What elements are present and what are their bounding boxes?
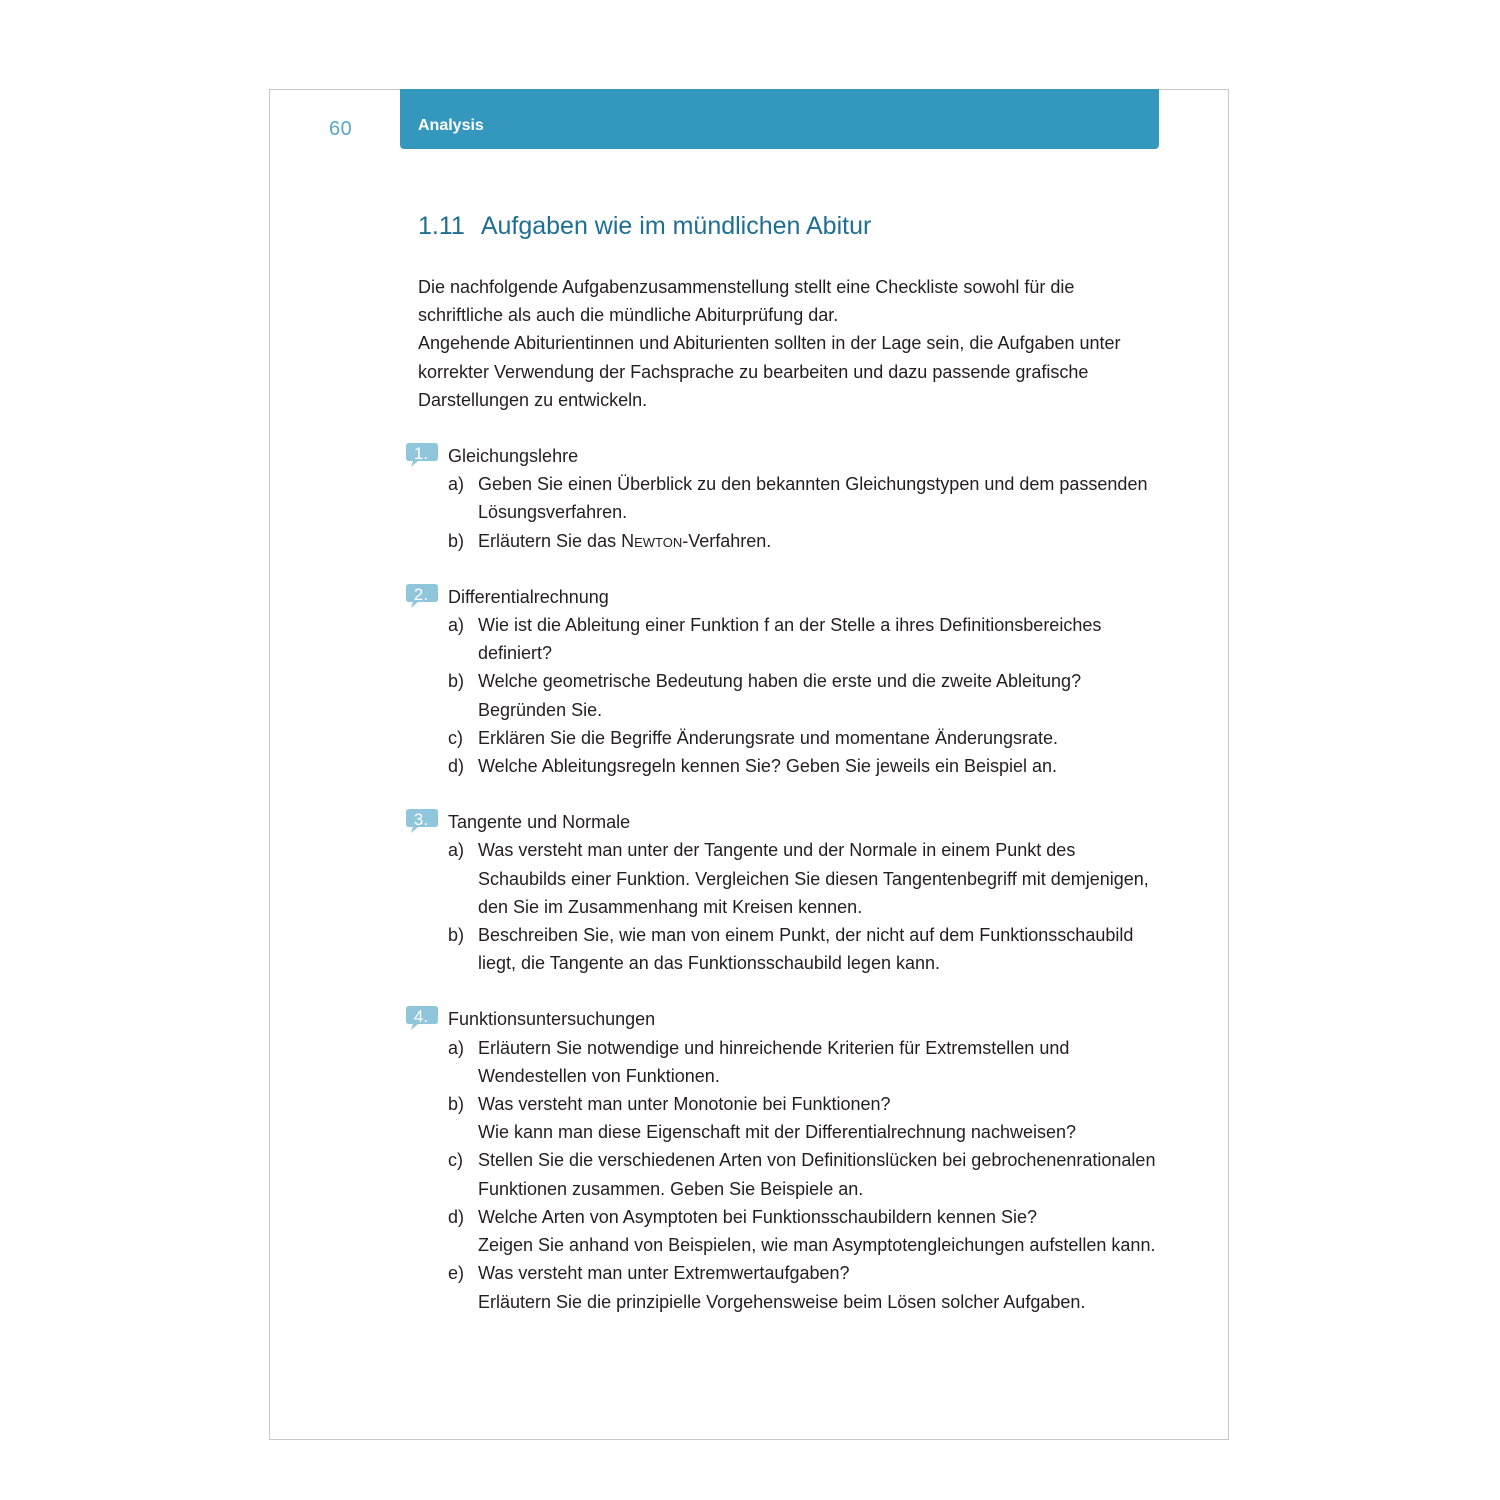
item-text: Geben Sie einen Überblick zu den bekannten Gleichungstypen und dem passenden Lösungsverfahren. <box>478 474 1148 523</box>
item-text-line: Erläutern Sie die prinzipielle Vorgehensweise beim Lösen solcher Aufgaben. <box>478 1291 1086 1312</box>
subtask-list <box>418 836 1158 977</box>
item-letter: b) <box>448 530 465 551</box>
item-text: Erläutern Sie notwendige und hinreichende Kriterien für Extremstellen und Wendestellen von Funktionen. <box>478 1037 1070 1086</box>
intro <box>418 273 1158 414</box>
task-heading <box>413 808 1158 836</box>
item-text-line: Was versteht man unter Monotonie bei Funktionen? <box>478 1094 891 1115</box>
list-item <box>418 921 1158 977</box>
list-item <box>418 724 1158 752</box>
list-item <box>418 470 1158 526</box>
subtask-list <box>418 611 1158 780</box>
item-letter: a) <box>448 474 465 495</box>
list-item <box>418 667 1158 723</box>
item-letter: a) <box>448 615 465 636</box>
item-letter: b) <box>448 671 465 692</box>
task-number: 3. <box>413 810 429 830</box>
item-letter: e) <box>448 1263 465 1284</box>
speech-bubble-icon <box>406 1006 438 1028</box>
task-heading <box>413 1005 1158 1033</box>
task-heading <box>413 583 1158 611</box>
page-content <box>413 273 1158 1316</box>
list-item <box>418 752 1158 780</box>
task-block <box>413 1005 1158 1315</box>
item-letter: b) <box>448 925 465 946</box>
list-item <box>418 1259 1158 1315</box>
item-text-line: Welche Arten von Asymptoten bei Funktionsschaubildern kennen Sie? <box>478 1206 1038 1227</box>
page-number: 60 <box>329 118 353 140</box>
task-block <box>413 442 1158 555</box>
item-letter: c) <box>448 1150 463 1171</box>
task-block <box>413 583 1158 780</box>
task-number: 4. <box>413 1007 429 1027</box>
item-text: Beschreiben Sie, wie man von einem Punkt, der nicht auf dem Funktionsschaubild liegt, die Tangente an das Funktionsschaubild legen kann. <box>478 925 1134 974</box>
chapter-header-band <box>400 89 1159 149</box>
speech-bubble-icon <box>406 584 438 606</box>
list-item <box>418 836 1158 921</box>
item-text-line: Zeigen Sie anhand von Beispielen, wie man Asymptotengleichungen aufstellen kann. <box>478 1235 1156 1256</box>
item-text-line: Welche geometrische Bedeutung haben die erste und die zweite Ableitung? <box>478 671 1082 692</box>
task-number: 2. <box>413 584 429 604</box>
item-letter: b) <box>448 1094 465 1115</box>
list-item <box>418 1034 1158 1090</box>
task-heading <box>413 442 1158 470</box>
list-item <box>418 527 1158 555</box>
person-name: Newton <box>621 530 683 551</box>
item-letter: c) <box>448 727 463 748</box>
item-letter: a) <box>448 840 465 861</box>
item-text: Welche Ableitungsregeln kennen Sie? Geben Sie jeweils ein Beispiel an. <box>478 756 1058 777</box>
list-item <box>418 611 1158 667</box>
intro-paragraph: Die nachfolgende Aufgabenzusammenstellung stellt eine Checkliste sowohl für die schriftliche als auch die mündliche Abiturprüfung dar. <box>418 277 1075 326</box>
book-page <box>269 89 1229 1440</box>
item-text: Erklären Sie die Begriffe Änderungsrate und momentane Änderungsrate. <box>478 727 1059 748</box>
intro-paragraph: Angehende Abiturientinnen und Abiturienten sollten in der Lage sein, die Aufgaben unter korrekter Verwendung der Fachsprache zu bearbeiten und dazu passende grafische Darstellungen zu entwickeln. <box>418 333 1121 410</box>
task-title: Funktionsuntersuchungen <box>448 1009 656 1030</box>
task-title: Differentialrechnung <box>448 586 609 607</box>
section-title <box>418 212 871 241</box>
chapter-label: Analysis <box>418 117 484 134</box>
item-text-line: Begründen Sie. <box>478 699 603 720</box>
item-text-after: -Verfahren. <box>682 530 772 551</box>
item-text-line: Wie kann man diese Eigenschaft mit der Differentialrechnung nachweisen? <box>478 1122 1076 1143</box>
speech-bubble-icon <box>406 809 438 831</box>
subtask-list <box>418 1034 1158 1316</box>
item-text-line: Was versteht man unter Extremwertaufgaben? <box>478 1263 850 1284</box>
item-text <box>478 527 1158 555</box>
task-block <box>413 808 1158 977</box>
list-item <box>418 1090 1158 1146</box>
task-number: 1. <box>413 444 429 464</box>
item-text: Stellen Sie die verschiedenen Arten von Definitionslücken bei gebrochenenrationalen Funktionen zusammen. Geben Sie Beispiele an. <box>478 1150 1156 1199</box>
item-letter: a) <box>448 1037 465 1058</box>
list-item <box>418 1203 1158 1259</box>
list-item <box>418 1146 1158 1202</box>
item-text: Wie ist die Ableitung einer Funktion f an der Stelle a ihres Definitionsbereiches definiert? <box>478 615 1102 664</box>
item-text-before: Erläutern Sie das <box>478 530 622 551</box>
item-letter: d) <box>448 756 465 777</box>
section-title-text: Aufgaben wie im mündlichen Abitur <box>480 212 872 240</box>
subtask-list <box>418 470 1158 555</box>
task-title: Gleichungslehre <box>448 446 579 467</box>
item-letter: d) <box>448 1206 465 1227</box>
task-title: Tangente und Normale <box>448 812 631 833</box>
speech-bubble-icon <box>406 443 438 465</box>
item-text: Was versteht man unter der Tangente und der Normale in einem Punkt des Schaubilds einer Funktion. Vergleichen Sie diesen Tangentenbegriff mit demjenigen, den Sie im Zusammenhang mit Kreisen kennen. <box>478 840 1149 917</box>
section-number: 1.11 <box>418 212 465 240</box>
